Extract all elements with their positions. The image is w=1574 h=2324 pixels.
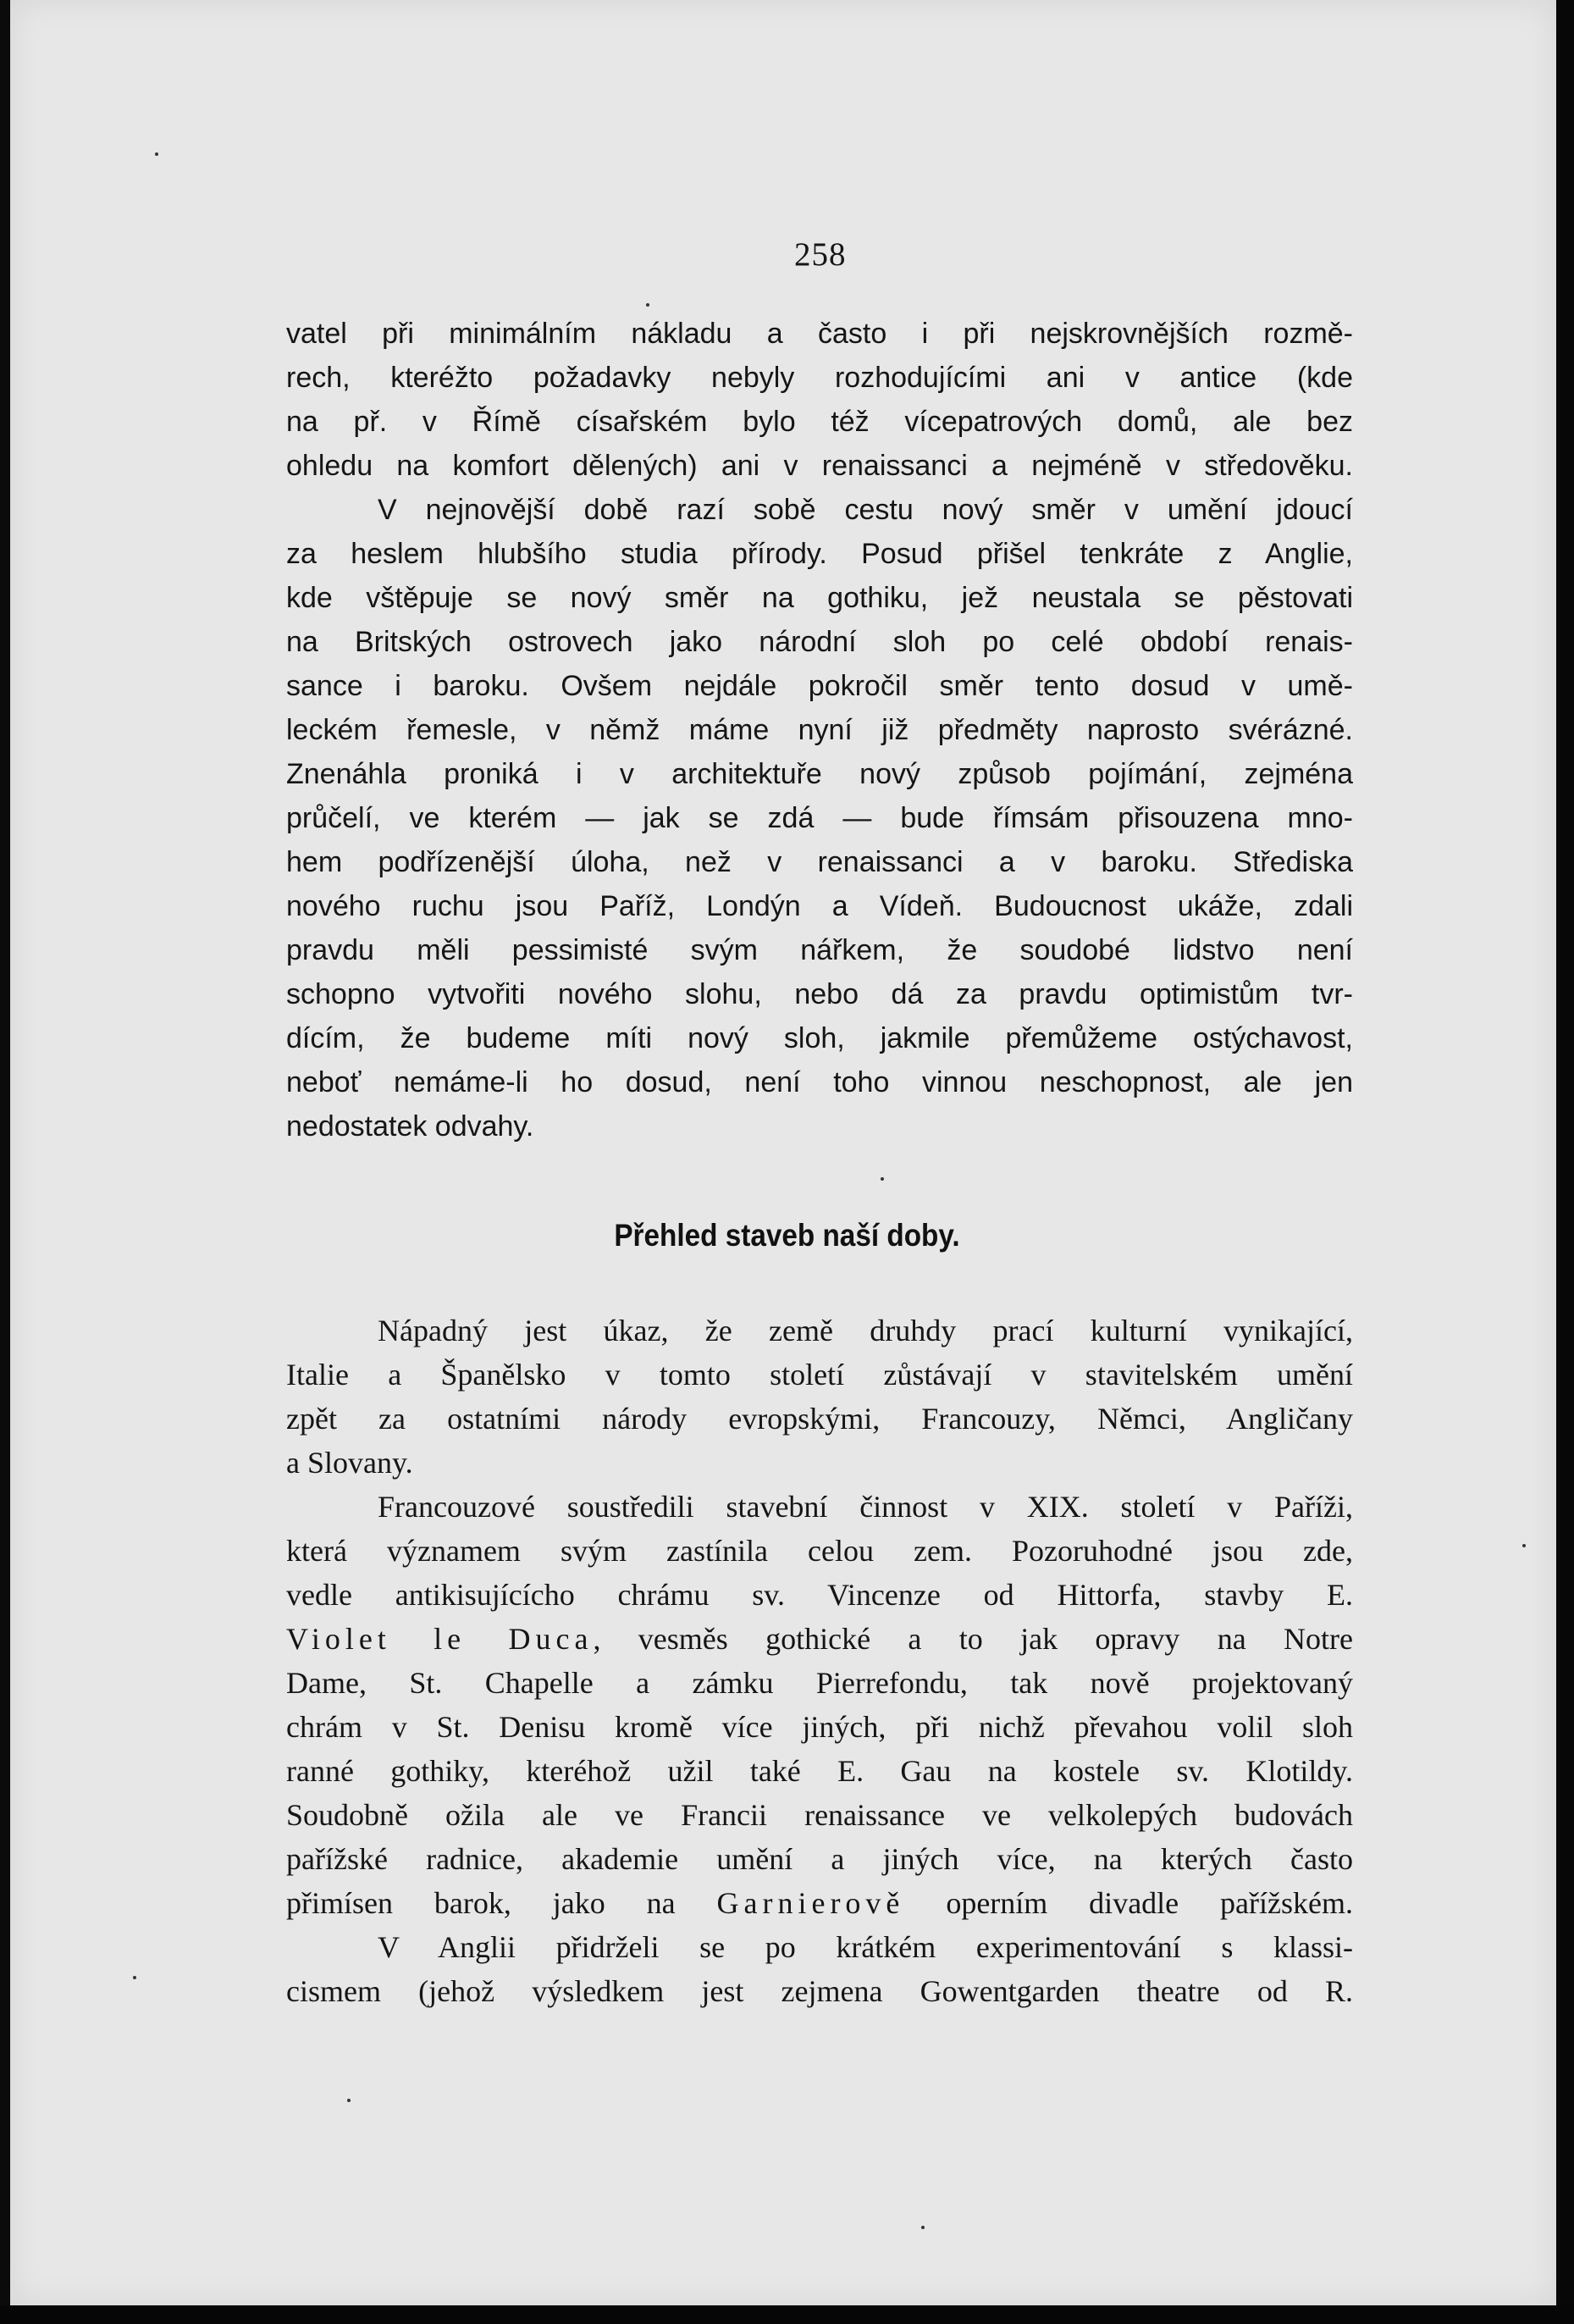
- paper-speck: [921, 2226, 925, 2229]
- text-line: Znenáhla proniká i v architektuře nový způsob pojímání, zejména: [286, 758, 1353, 790]
- paragraph-2: [286, 1309, 1353, 2013]
- text-line: V nejnovější době razí sobě cestu nový směr v umění jdoucí: [378, 494, 1353, 526]
- text-fragment: operním divadle pařížském.: [904, 1886, 1353, 1920]
- text-line: pařížské radnice, akademie umění a jiných více, na kterých často: [286, 1842, 1353, 1876]
- text-fragment: přimísen barok, jako na: [286, 1886, 717, 1920]
- text-line: neboť nemáme-li ho dosud, není toho vinnou neschopnost, ale jen: [286, 1066, 1353, 1098]
- text-line: ranné gothiky, kteréhož užil také E. Gau na kostele sv. Klotildy.: [286, 1754, 1353, 1788]
- paper-speck: [1522, 1544, 1526, 1547]
- scan-border-right: [1556, 0, 1574, 2324]
- text-line: V Anglii přidrželi se po krátkém experimentování s klassi-: [378, 1930, 1353, 1964]
- text-line: Nápadný jest úkaz, že země druhdy prací kulturní vynikající,: [378, 1314, 1353, 1347]
- text-line: za heslem hlubšího studia přírody. Posud přišel tenkráte z Anglie,: [286, 538, 1353, 570]
- text-line: pravdu měli pessimisté svým nářkem, že soudobé lidstvo není: [286, 934, 1353, 966]
- text-line: Dame, St. Chapelle a zámku Pierrefondu, tak nově projektovaný: [286, 1666, 1353, 1700]
- paper-speck: [881, 1177, 884, 1181]
- text-line: na př. v Římě císařském bylo též vícepatrových domů, ale bez: [286, 406, 1353, 438]
- text-line: [286, 1881, 1353, 1925]
- paper-speck: [133, 1976, 136, 1979]
- text-line: a Slovany.: [286, 1446, 413, 1480]
- text-line: leckém řemesle, v němž máme nyní již předměty naprosto svérázné.: [286, 714, 1353, 746]
- text-line: Soudobně ožila ale ve Francii renaissance ve velkolepých budovách: [286, 1798, 1353, 1832]
- spaced-name: Violet le Duca: [286, 1622, 594, 1656]
- text-line: hem podřízenější úloha, než v renaissanci a v baroku. Střediska: [286, 846, 1353, 878]
- scan-border-bottom: [0, 2305, 1574, 2324]
- text-line: ohledu na komfort dělených) ani v renaissanci a nejméně v středověku.: [286, 450, 1353, 482]
- text-line: na Britských ostrovech jako národní sloh po celé období renais-: [286, 626, 1353, 658]
- text-line: schopno vytvořiti nového slohu, nebo dá za pravdu optimistům tvr-: [286, 978, 1353, 1010]
- text-line: Francouzové soustředili stavební činnost v XIX. století v Paříži,: [378, 1490, 1353, 1524]
- section-heading: Přehled staveb naší doby.: [614, 1218, 960, 1253]
- text-line: která významem svým zastínila celou zem. Pozoruhodné jsou zde,: [286, 1534, 1353, 1568]
- text-line: vedle antikisujícícho chrámu sv. Vincenze od Hittorfa, stavby E.: [286, 1578, 1353, 1612]
- text-line: cismem (jehož výsledkem jest zejmena Gowentgarden theatre od R.: [286, 1974, 1353, 2008]
- paper-speck: [347, 2099, 351, 2102]
- text-line: vatel při minimálním nákladu a často i při nejskrovnějších rozmě-: [286, 318, 1353, 350]
- text-line: zpět za ostatními národy evropskými, Francouzy, Němci, Angličany: [286, 1402, 1353, 1436]
- text-line: kde vštěpuje se nový směr na gothiku, jež neustala se pěstovati: [286, 582, 1353, 614]
- text-line: průčelí, ve kterém — jak se zdá — bude římsám přisouzena mno-: [286, 802, 1353, 834]
- text-line: rech, kteréžto požadavky nebyly rozhodujícími ani v antice (kde: [286, 362, 1353, 394]
- text-line: [286, 1617, 1353, 1661]
- page-number: 258: [794, 236, 847, 273]
- text-line: nedostatek odvahy.: [286, 1110, 534, 1143]
- spaced-name: Garnierově: [716, 1886, 905, 1920]
- paragraph-1: [286, 312, 1353, 1148]
- paper-speck: [155, 152, 158, 156]
- text-line: Italie a Španělsko v tomto století zůstávají v stavitelském umění: [286, 1358, 1353, 1392]
- text-line: nového ruchu jsou Paříž, Londýn a Vídeň. Budoucnost ukáže, zdali: [286, 890, 1353, 922]
- text-line: chrám v St. Denisu kromě více jiných, při nichž převahou volil sloh: [286, 1710, 1353, 1744]
- text-fragment: , vesměs gothické a to jak opravy na Notre: [593, 1622, 1353, 1656]
- text-line: sance i baroku. Ovšem nejdále pokročil směr tento dosud v umě-: [286, 670, 1353, 702]
- paper-speck: [646, 303, 649, 307]
- text-line: dícím, že budeme míti nový sloh, jakmile přemůžeme ostýchavost,: [286, 1022, 1353, 1054]
